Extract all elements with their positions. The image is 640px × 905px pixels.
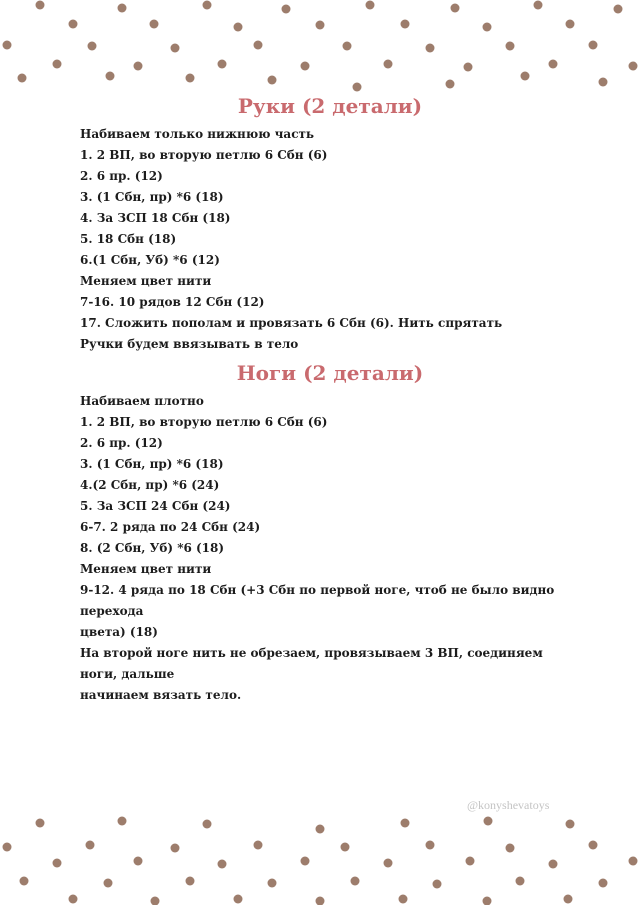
legs-row-5: 5. За ЗСП 24 Сбн (24) (80, 499, 231, 513)
legs-row-4: 4.(2 Сбн, пр) *6 (24) (80, 478, 220, 492)
section-title-arms: Руки (2 детали) (237, 94, 423, 118)
legs-join-note: На второй ноге нить не обрезаем, провязываем 3 ВП, соединяем ноги, дальше (80, 646, 543, 681)
arms-color-change: Меняем цвет нити (80, 274, 212, 288)
arms-line-intro: Набиваем только нижнюю часть (80, 127, 315, 141)
arms-row-4: 4. За ЗСП 18 Сбн (18) (80, 211, 231, 225)
arms-row-5: 5. 18 Сбн (18) (80, 232, 177, 246)
legs-row-9-12-cont: цвета) (18) (80, 625, 158, 639)
legs-color-change: Меняем цвет нити (80, 562, 212, 576)
legs-row-6-7: 6-7. 2 ряда по 24 Сбн (24) (80, 520, 261, 534)
watermark: @konyshevatoys (467, 798, 550, 812)
arms-note: Ручки будем ввязывать в тело (80, 337, 299, 351)
legs-row-2: 2. 6 пр. (12) (80, 436, 163, 450)
section-title-legs: Ноги (2 детали) (236, 361, 424, 385)
legs-row-3: 3. (1 Сбн, пр) *6 (18) (80, 457, 224, 471)
legs-line-intro: Набиваем плотно (80, 394, 204, 408)
polka-dot-border-bottom (0, 815, 640, 905)
arms-row-7-16: 7-16. 10 рядов 12 Сбн (12) (80, 295, 265, 309)
arms-row-1: 1. 2 ВП, во вторую петлю 6 Сбн (6) (80, 148, 328, 162)
arms-row-3: 3. (1 Сбн, пр) *6 (18) (80, 190, 224, 204)
legs-row-1: 1. 2 ВП, во вторую петлю 6 Сбн (6) (80, 415, 328, 429)
legs-row-8: 8. (2 Сбн, Уб) *6 (18) (80, 541, 225, 555)
arms-row-2: 2. 6 пр. (12) (80, 169, 163, 183)
arms-row-17: 17. Сложить пополам и провязать 6 Сбн (6). Нить спрятать (80, 316, 503, 330)
pattern-content (80, 92, 580, 706)
legs-row-9-12: 9-12. 4 ряда по 18 Сбн (+3 Сбн по первой ноге, чтоб не было видно перехода (80, 583, 555, 618)
legs-join-note-cont: начинаем вязать тело. (80, 688, 242, 702)
arms-row-6: 6.(1 Сбн, Уб) *6 (12) (80, 253, 220, 267)
